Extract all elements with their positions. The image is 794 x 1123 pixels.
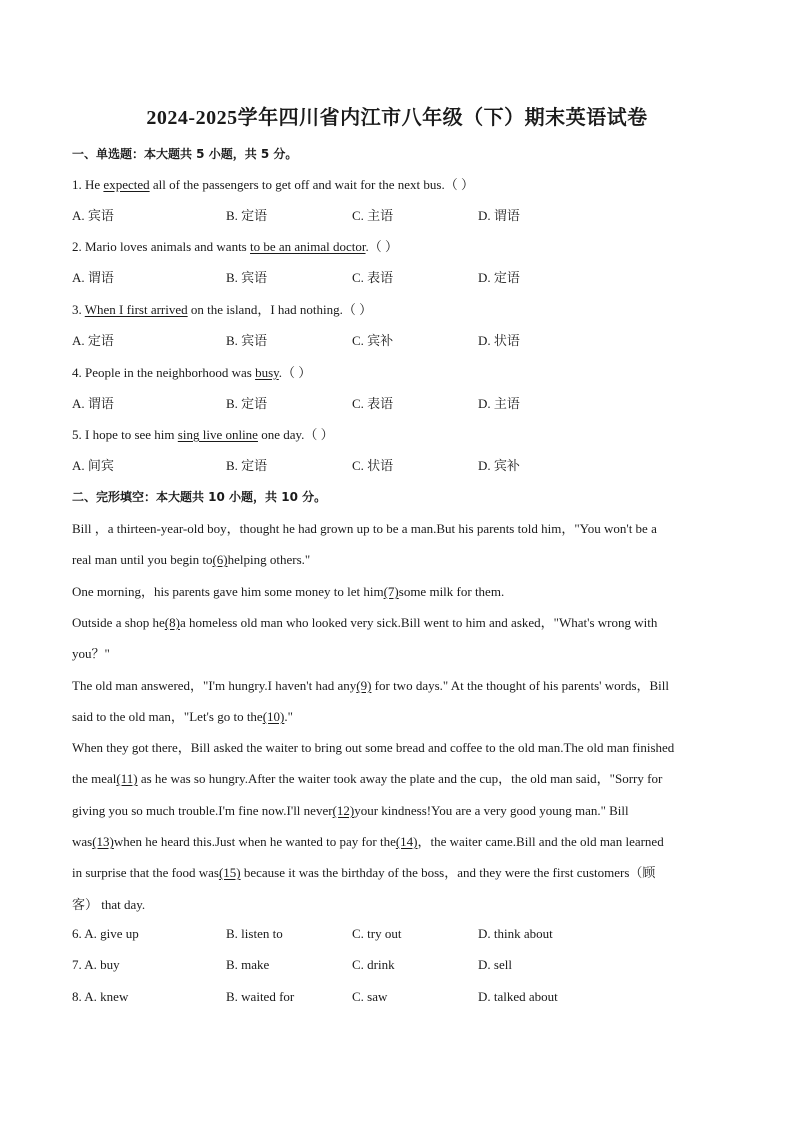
option-c: C. 表语 xyxy=(352,270,394,285)
underlined-phrase: When I first arrived xyxy=(84,302,188,317)
blank-number: (13) xyxy=(92,834,114,849)
passage-line xyxy=(72,615,657,631)
passage-text: giving you so much trouble.I'm fine now.I'll never xyxy=(72,803,333,818)
option-a: A. 宾语 xyxy=(72,208,114,223)
passage-line xyxy=(72,678,669,694)
passage-text: Bill ，a thirteen-year-old boy，thought he had grown up to be a man.But his parents told him，"You won't be a xyxy=(72,521,657,536)
option-d: D. 主语 xyxy=(478,396,520,411)
passage-text: when he heard this.Just when he wanted to pay for the xyxy=(113,834,396,849)
blank-number: (9) xyxy=(356,678,372,693)
section-heading: 二、完形填空：本大题共 10 小题，共 10 分。 xyxy=(72,490,327,504)
option-b: B. make xyxy=(226,957,270,972)
passage-line xyxy=(72,771,662,787)
page-title: 2024-2025学年四川省内江市八年级（下）期末英语试卷 xyxy=(146,107,648,129)
passage-line xyxy=(72,865,655,881)
passage-text: because it was the birthday of the boss，and they were the first customers（顾 xyxy=(240,865,656,880)
stem-text: .（ ） xyxy=(278,365,312,380)
blank-number: (11) xyxy=(116,771,138,786)
passage-text: said to the old man，"Let's go to the xyxy=(72,709,263,724)
underlined-phrase: busy xyxy=(255,365,279,380)
stem-text: one day.（ ） xyxy=(257,427,334,442)
stem-text: 3. xyxy=(72,302,85,317)
passage-text: as he was so hungry.After the waiter took away the plate and the cup，the old man said，"Sorry for xyxy=(137,771,663,786)
section-heading: 一、单选题：本大题共 5 小题，共 5 分。 xyxy=(72,147,298,161)
option-d: D. 谓语 xyxy=(478,208,520,223)
blank-number: (7) xyxy=(383,584,399,599)
blank-number: (6) xyxy=(212,552,228,567)
option-b: B. 定语 xyxy=(226,208,268,223)
option-c: C. 宾补 xyxy=(352,333,394,348)
option-row xyxy=(72,270,732,286)
passage-line xyxy=(72,646,110,662)
question-stem xyxy=(72,365,311,381)
option-c: C. try out xyxy=(352,926,402,941)
option-b: B. waited for xyxy=(226,989,295,1004)
option-d: D. 定语 xyxy=(478,270,520,285)
passage-text: 客） that day. xyxy=(72,897,146,912)
passage-text: a homeless old man who looked very sick.Bill went to him and asked，"What's wrong with xyxy=(179,615,658,630)
stem-text: 4. People in the neighborhood was xyxy=(72,365,256,380)
blank-number: (12) xyxy=(332,803,355,818)
passage-text: When they got there，Bill asked the waiter to bring out some bread and coffee to the old man.The old man finished xyxy=(72,740,675,755)
passage-line xyxy=(72,897,145,913)
passage-text: helping others." xyxy=(227,552,311,567)
option-b: B. 定语 xyxy=(226,396,268,411)
passage-line xyxy=(72,803,629,819)
choice-row xyxy=(72,926,732,942)
option-row xyxy=(72,396,732,412)
option-d: D. talked about xyxy=(478,989,558,1004)
option-a: A. 间宾 xyxy=(72,458,114,473)
passage-text: was xyxy=(72,834,93,849)
passage-line xyxy=(72,552,310,568)
passage-text: One morning，his parents gave him some money to let him xyxy=(72,584,384,599)
option-b: B. listen to xyxy=(226,926,283,941)
passage-text: you？" xyxy=(72,646,110,661)
option-row xyxy=(72,458,732,474)
option-row xyxy=(72,333,732,349)
passage-text: some milk for them. xyxy=(398,584,505,599)
blank-number: (14) xyxy=(395,834,418,849)
passage-line xyxy=(72,740,674,756)
option-a: 6. A. give up xyxy=(72,926,139,941)
option-c: C. 表语 xyxy=(352,396,394,411)
question-stem xyxy=(72,427,334,443)
stem-text: 1. He xyxy=(72,177,104,192)
passage-text: Outside a shop he xyxy=(72,615,165,630)
option-row xyxy=(72,208,732,224)
option-a: A. 谓语 xyxy=(72,396,114,411)
passage-text: your kindness!You are a very good young man." Bill xyxy=(354,803,629,818)
passage-text: The old man answered，"I'm hungry.I haven't had any xyxy=(72,678,357,693)
option-b: B. 宾语 xyxy=(226,333,268,348)
passage-line xyxy=(72,709,293,725)
stem-text: all of the passengers to get off and wait for the next bus.（ ） xyxy=(149,177,474,192)
option-b: B. 定语 xyxy=(226,458,268,473)
option-a: 8. A. knew xyxy=(72,989,129,1004)
passage-text: real man until you begin to xyxy=(72,552,213,567)
passage-text: ." xyxy=(284,709,293,724)
passage-line xyxy=(72,521,657,537)
choice-row xyxy=(72,957,732,973)
option-a: A. 谓语 xyxy=(72,270,114,285)
passage-text: for two days." At the thought of his parents' words，Bill xyxy=(371,678,670,693)
option-d: D. 状语 xyxy=(478,333,520,348)
option-c: C. saw xyxy=(352,989,388,1004)
option-d: D. think about xyxy=(478,926,553,941)
blank-number: (8) xyxy=(164,615,180,630)
stem-text: on the island，I had nothing.（ ） xyxy=(187,302,373,317)
option-c: C. 主语 xyxy=(352,208,394,223)
option-a: 7. A. buy xyxy=(72,957,120,972)
option-d: D. 宾补 xyxy=(478,458,520,473)
question-stem xyxy=(72,239,398,255)
option-c: C. 状语 xyxy=(352,458,394,473)
question-stem xyxy=(72,302,372,318)
blank-number: (15) xyxy=(218,865,241,880)
stem-text: .（ ） xyxy=(365,239,399,254)
option-c: C. drink xyxy=(352,957,395,972)
passage-line xyxy=(72,834,664,850)
option-b: B. 宾语 xyxy=(226,270,268,285)
underlined-phrase: to be an animal doctor xyxy=(250,239,366,254)
stem-text: 5. I hope to see him xyxy=(72,427,178,442)
choice-row xyxy=(72,989,732,1005)
passage-text: ，the waiter came.Bill and the old man learned xyxy=(417,834,664,849)
underlined-phrase: sing live online xyxy=(177,427,258,442)
question-stem xyxy=(72,177,474,193)
underlined-phrase: expected xyxy=(103,177,150,192)
passage-text: the meal xyxy=(72,771,117,786)
stem-text: 2. Mario loves animals and wants xyxy=(72,239,250,254)
blank-number: (10) xyxy=(262,709,285,724)
passage-text: in surprise that the food was xyxy=(72,865,219,880)
passage-line xyxy=(72,584,504,600)
option-d: D. sell xyxy=(478,957,512,972)
option-a: A. 定语 xyxy=(72,333,114,348)
